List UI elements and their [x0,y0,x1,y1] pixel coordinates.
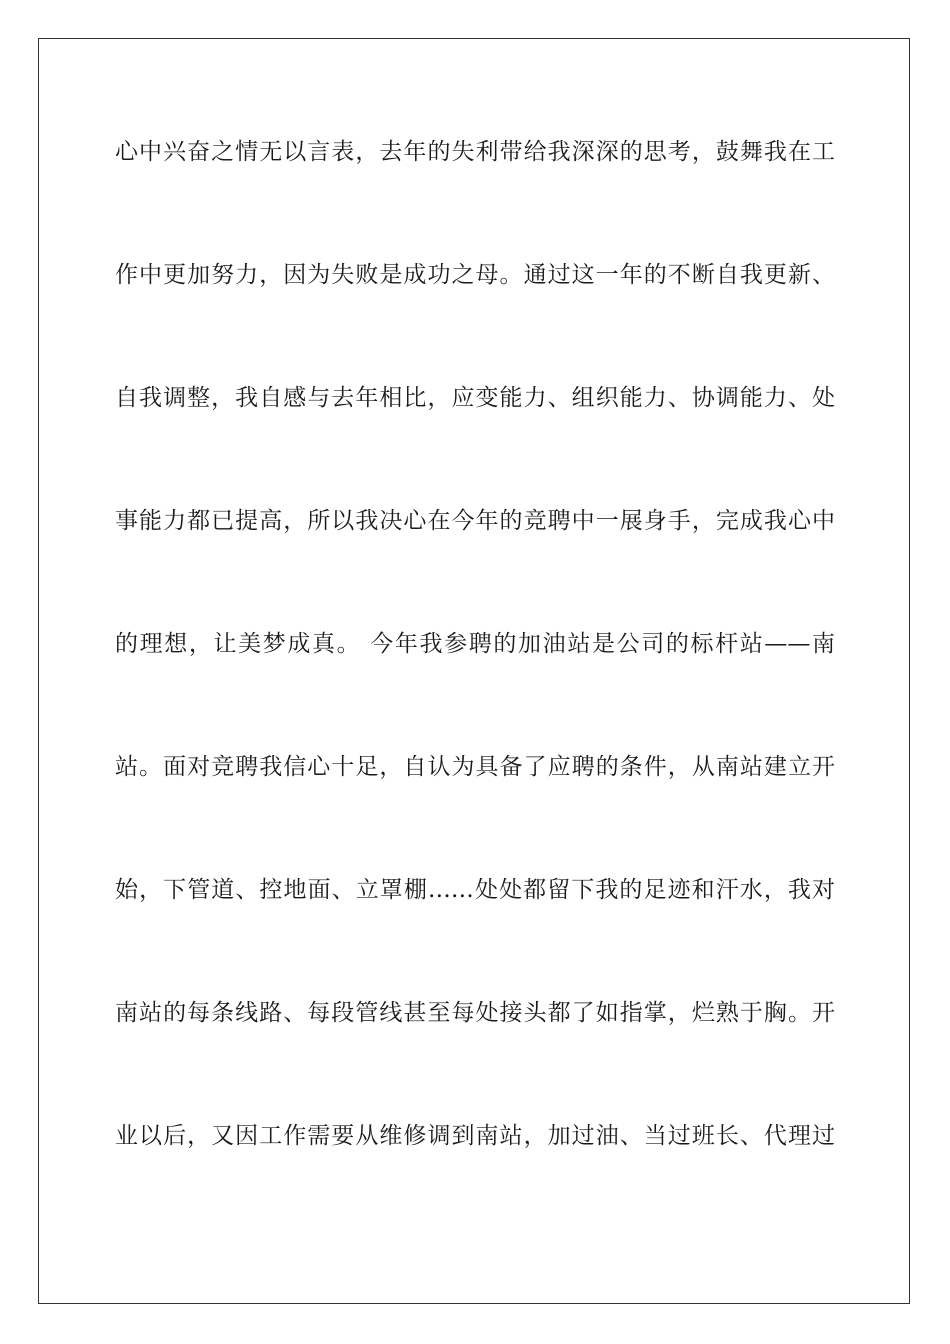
body-text-line: 作中更加努力，因为失败是成功之母。通过这一年的不断自我更新、 [115,262,835,288]
page-border [38,38,910,1304]
body-text-line: 业以后，又因工作需要从维修调到南站，加过油、当过班长、代理过 [115,1123,835,1149]
body-text-line: 南站的每条线路、每段管线甚至每处接头都了如指掌，烂熟于胸。开 [115,1000,835,1026]
body-text-line: 站。面对竞聘我信心十足，自认为具备了应聘的条件，从南站建立开 [115,754,835,780]
body-text-line: 始，下管道、控地面、立罩棚……处处都留下我的足迹和汗水，我对 [115,877,835,903]
body-text-line: 心中兴奋之情无以言表，去年的失利带给我深深的思考，鼓舞我在工 [115,139,835,165]
body-text-line: 事能力都已提高，所以我决心在今年的竞聘中一展身手，完成我心中 [115,508,835,534]
body-text-line: 自我调整，我自感与去年相比，应变能力、组织能力、协调能力、处 [115,385,835,411]
body-text-line: 的理想，让美梦成真。 今年我参聘的加油站是公司的标杆站——南 [115,631,835,657]
